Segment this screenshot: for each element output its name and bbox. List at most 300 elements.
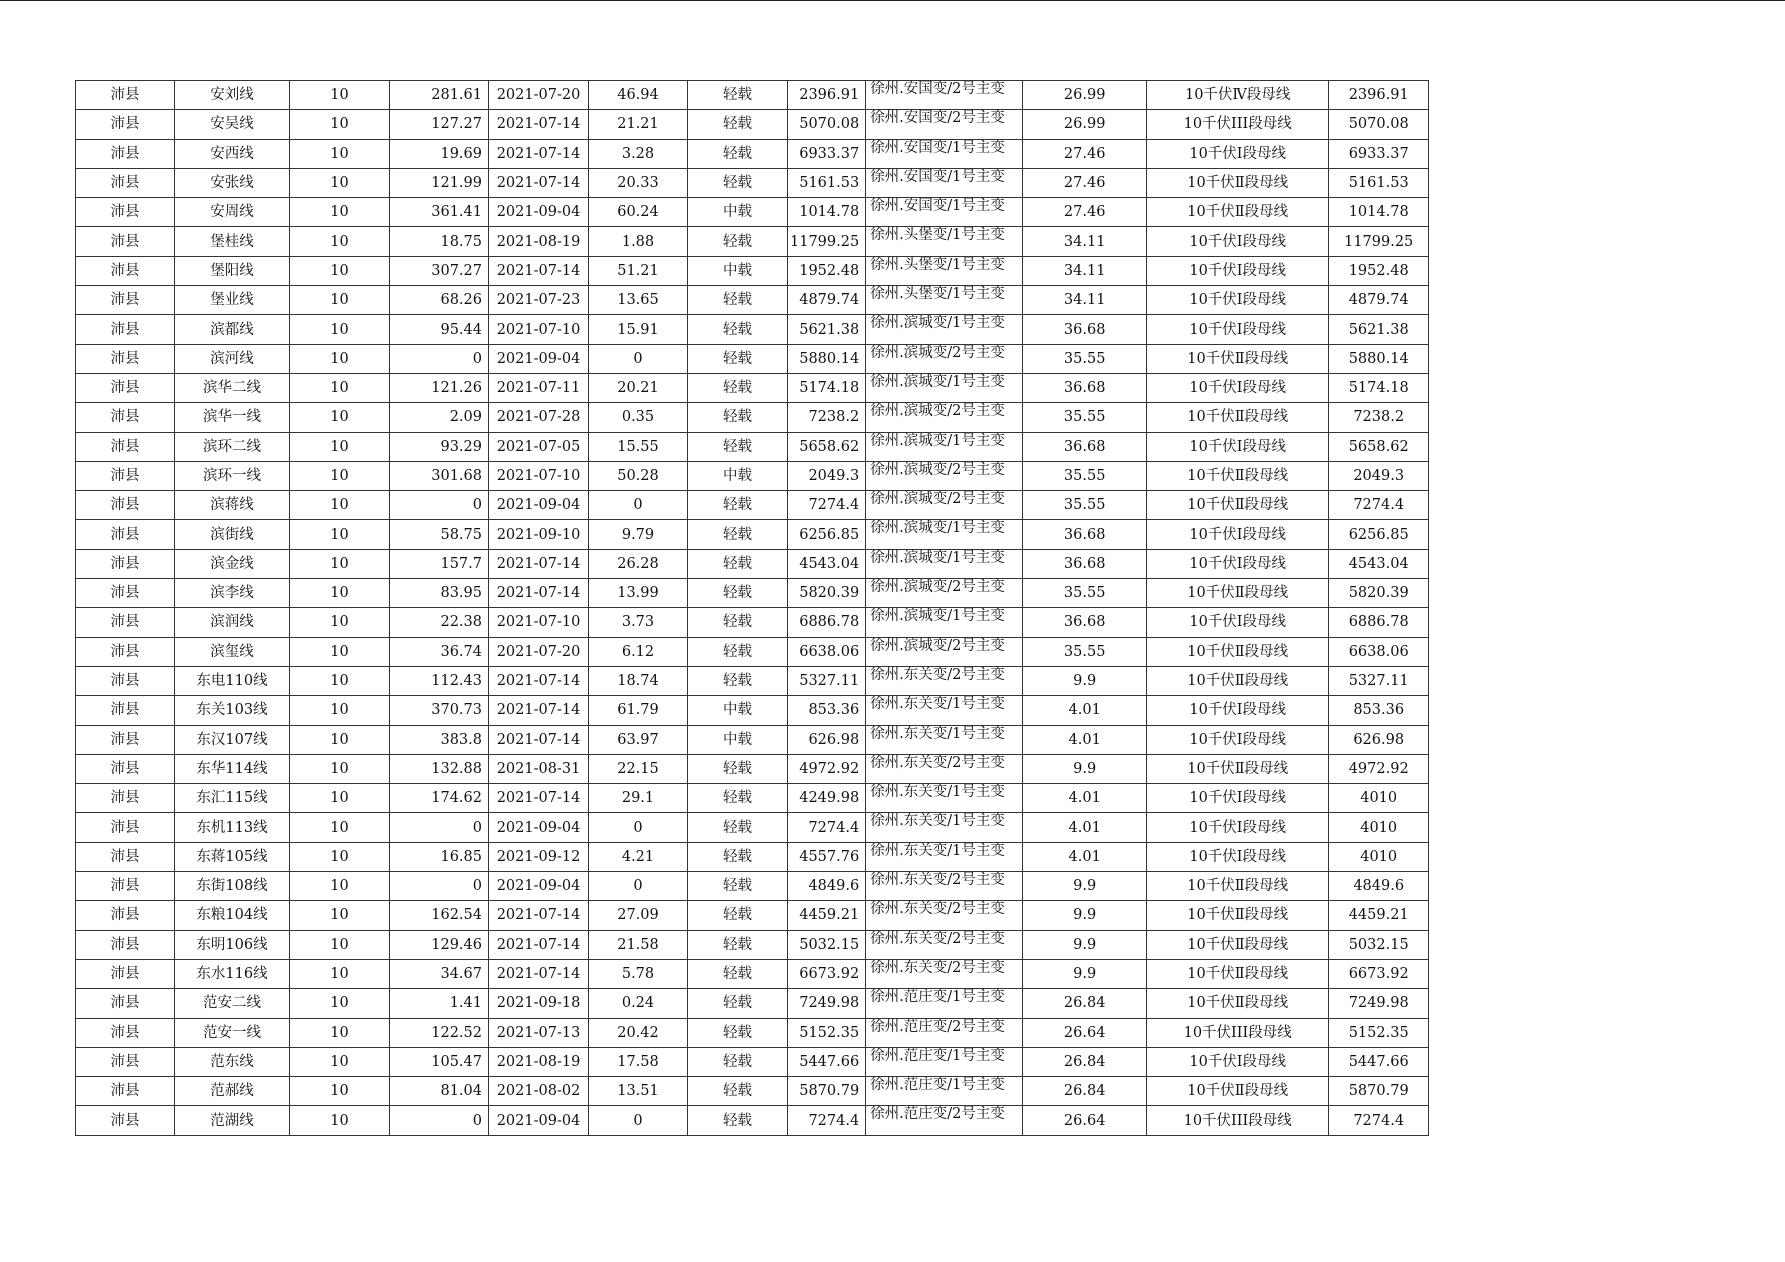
cell-load-status: 轻载	[688, 637, 788, 666]
cell-voltage: 10	[290, 842, 390, 871]
cell-load-status: 轻载	[688, 227, 788, 256]
cell-busbar: 10千伏Ⅰ段母线	[1147, 842, 1329, 871]
cell-date: 2021-07-13	[489, 1018, 589, 1047]
cell-current: 370.73	[390, 696, 489, 725]
cell-busbar: 10千伏Ⅰ段母线	[1147, 139, 1329, 168]
cell-load-rate: 13.65	[589, 286, 688, 315]
cell-current: 1.41	[390, 989, 489, 1018]
cell-line-name: 东粮104线	[175, 901, 290, 930]
cell-substation: 徐州.滨城变/1号主变	[866, 373, 1023, 402]
cell-load-status: 轻载	[688, 842, 788, 871]
cell-load-status: 中载	[688, 696, 788, 725]
cell-load-rate: 0	[589, 813, 688, 842]
table-row	[76, 520, 1429, 549]
cell-date: 2021-07-28	[489, 403, 589, 432]
cell-line-name: 范东线	[175, 1047, 290, 1076]
table-row	[76, 344, 1429, 373]
cell-transformer-load-rate: 34.11	[1023, 286, 1147, 315]
cell-current: 121.99	[390, 168, 489, 197]
cell-available-capacity: 7274.4	[788, 813, 866, 842]
cell-available-capacity: 7274.4	[788, 1106, 866, 1135]
cell-load-rate: 6.12	[589, 637, 688, 666]
cell-voltage: 10	[290, 666, 390, 695]
cell-busbar: 10千伏Ⅱ段母线	[1147, 666, 1329, 695]
cell-county: 沛县	[76, 754, 175, 783]
cell-date: 2021-07-14	[489, 930, 589, 959]
cell-transformer-load-rate: 4.01	[1023, 696, 1147, 725]
cell-voltage: 10	[290, 491, 390, 520]
cell-substation: 徐州.东关变/1号主变	[866, 696, 1023, 725]
cell-busbar: 10千伏Ⅱ段母线	[1147, 1077, 1329, 1106]
cell-current: 281.61	[390, 81, 489, 110]
cell-line-name: 东华114线	[175, 754, 290, 783]
cell-substation: 徐州.安国变/1号主变	[866, 168, 1023, 197]
cell-available-capacity: 11799.25	[788, 227, 866, 256]
cell-available-capacity: 4543.04	[788, 549, 866, 578]
cell-line-name: 安张线	[175, 168, 290, 197]
cell-current: 0	[390, 491, 489, 520]
cell-load-rate: 15.91	[589, 315, 688, 344]
cell-load-status: 轻载	[688, 286, 788, 315]
cell-capacity: 6673.92	[1329, 959, 1429, 988]
cell-voltage: 10	[290, 579, 390, 608]
cell-substation: 徐州.滨城变/1号主变	[866, 315, 1023, 344]
cell-capacity: 6256.85	[1329, 520, 1429, 549]
cell-current: 132.88	[390, 754, 489, 783]
table-row	[76, 872, 1429, 901]
cell-current: 361.41	[390, 198, 489, 227]
cell-busbar: 10千伏Ⅳ段母线	[1147, 81, 1329, 110]
cell-current: 58.75	[390, 520, 489, 549]
cell-busbar: 10千伏Ⅰ段母线	[1147, 784, 1329, 813]
table-row	[76, 1047, 1429, 1076]
cell-current: 129.46	[390, 930, 489, 959]
cell-load-status: 中载	[688, 198, 788, 227]
table-row	[76, 842, 1429, 871]
cell-load-rate: 1.88	[589, 227, 688, 256]
cell-capacity: 5070.08	[1329, 110, 1429, 139]
cell-load-rate: 21.58	[589, 930, 688, 959]
cell-county: 沛县	[76, 842, 175, 871]
cell-county: 沛县	[76, 901, 175, 930]
cell-load-rate: 27.09	[589, 901, 688, 930]
cell-substation: 徐州.滨城变/1号主变	[866, 549, 1023, 578]
cell-transformer-load-rate: 36.68	[1023, 432, 1147, 461]
cell-voltage: 10	[290, 989, 390, 1018]
cell-load-rate: 20.33	[589, 168, 688, 197]
cell-load-status: 轻载	[688, 432, 788, 461]
cell-load-rate: 51.21	[589, 256, 688, 285]
cell-date: 2021-07-14	[489, 579, 589, 608]
cell-substation: 徐州.安国变/1号主变	[866, 198, 1023, 227]
cell-load-status: 轻载	[688, 959, 788, 988]
cell-available-capacity: 7249.98	[788, 989, 866, 1018]
cell-load-rate: 4.21	[589, 842, 688, 871]
cell-date: 2021-07-10	[489, 608, 589, 637]
cell-load-rate: 0	[589, 872, 688, 901]
cell-current: 174.62	[390, 784, 489, 813]
cell-available-capacity: 5820.39	[788, 579, 866, 608]
cell-capacity: 6638.06	[1329, 637, 1429, 666]
cell-transformer-load-rate: 36.68	[1023, 608, 1147, 637]
cell-transformer-load-rate: 36.68	[1023, 373, 1147, 402]
cell-line-name: 范湖线	[175, 1106, 290, 1135]
cell-date: 2021-09-10	[489, 520, 589, 549]
cell-voltage: 10	[290, 315, 390, 344]
cell-load-status: 轻载	[688, 930, 788, 959]
cell-substation: 徐州.滨城变/1号主变	[866, 432, 1023, 461]
cell-available-capacity: 7238.2	[788, 403, 866, 432]
cell-available-capacity: 5880.14	[788, 344, 866, 373]
cell-voltage: 10	[290, 637, 390, 666]
table-row	[76, 315, 1429, 344]
cell-available-capacity: 6638.06	[788, 637, 866, 666]
cell-available-capacity: 5621.38	[788, 315, 866, 344]
cell-load-status: 轻载	[688, 520, 788, 549]
cell-available-capacity: 5174.18	[788, 373, 866, 402]
cell-available-capacity: 1014.78	[788, 198, 866, 227]
cell-load-status: 轻载	[688, 579, 788, 608]
cell-substation: 徐州.安国变/2号主变	[866, 110, 1023, 139]
cell-county: 沛县	[76, 608, 175, 637]
cell-date: 2021-07-10	[489, 461, 589, 490]
cell-county: 沛县	[76, 989, 175, 1018]
cell-date: 2021-07-14	[489, 256, 589, 285]
cell-transformer-load-rate: 27.46	[1023, 198, 1147, 227]
table-body	[76, 81, 1429, 1136]
page-top-rule	[0, 0, 1785, 1]
cell-load-status: 轻载	[688, 315, 788, 344]
cell-county: 沛县	[76, 256, 175, 285]
cell-capacity: 7274.4	[1329, 1106, 1429, 1135]
cell-transformer-load-rate: 26.99	[1023, 81, 1147, 110]
cell-date: 2021-09-12	[489, 842, 589, 871]
cell-capacity: 626.98	[1329, 725, 1429, 754]
cell-voltage: 10	[290, 872, 390, 901]
cell-substation: 徐州.东关变/2号主变	[866, 959, 1023, 988]
cell-current: 383.8	[390, 725, 489, 754]
table-row	[76, 81, 1429, 110]
cell-voltage: 10	[290, 461, 390, 490]
cell-line-name: 东关103线	[175, 696, 290, 725]
table-row	[76, 608, 1429, 637]
cell-current: 68.26	[390, 286, 489, 315]
cell-line-name: 堡阳线	[175, 256, 290, 285]
cell-current: 301.68	[390, 461, 489, 490]
cell-available-capacity: 4849.6	[788, 872, 866, 901]
cell-busbar: 10千伏III段母线	[1147, 110, 1329, 139]
cell-transformer-load-rate: 9.9	[1023, 930, 1147, 959]
cell-current: 0	[390, 813, 489, 842]
cell-busbar: 10千伏Ⅰ段母线	[1147, 1047, 1329, 1076]
cell-load-status: 轻载	[688, 608, 788, 637]
cell-county: 沛县	[76, 168, 175, 197]
cell-voltage: 10	[290, 784, 390, 813]
table-row	[76, 403, 1429, 432]
cell-busbar: 10千伏Ⅰ段母线	[1147, 256, 1329, 285]
cell-current: 0	[390, 1106, 489, 1135]
cell-load-rate: 0.24	[589, 989, 688, 1018]
cell-voltage: 10	[290, 344, 390, 373]
table-row	[76, 813, 1429, 842]
cell-current: 127.27	[390, 110, 489, 139]
cell-date: 2021-09-18	[489, 989, 589, 1018]
cell-transformer-load-rate: 36.68	[1023, 315, 1147, 344]
cell-transformer-load-rate: 9.9	[1023, 754, 1147, 783]
cell-capacity: 1014.78	[1329, 198, 1429, 227]
cell-line-name: 滨玺线	[175, 637, 290, 666]
cell-capacity: 5621.38	[1329, 315, 1429, 344]
cell-line-name: 滨环一线	[175, 461, 290, 490]
cell-load-status: 轻载	[688, 901, 788, 930]
table-row	[76, 491, 1429, 520]
cell-available-capacity: 4249.98	[788, 784, 866, 813]
cell-county: 沛县	[76, 725, 175, 754]
cell-transformer-load-rate: 26.99	[1023, 110, 1147, 139]
cell-transformer-load-rate: 9.9	[1023, 959, 1147, 988]
cell-date: 2021-07-14	[489, 901, 589, 930]
cell-voltage: 10	[290, 227, 390, 256]
cell-available-capacity: 5032.15	[788, 930, 866, 959]
cell-load-rate: 0.35	[589, 403, 688, 432]
cell-capacity: 5032.15	[1329, 930, 1429, 959]
cell-date: 2021-07-11	[489, 373, 589, 402]
cell-load-status: 轻载	[688, 989, 788, 1018]
cell-capacity: 4879.74	[1329, 286, 1429, 315]
cell-busbar: 10千伏Ⅱ段母线	[1147, 754, 1329, 783]
cell-date: 2021-07-14	[489, 549, 589, 578]
cell-transformer-load-rate: 9.9	[1023, 872, 1147, 901]
cell-line-name: 滨华一线	[175, 403, 290, 432]
cell-capacity: 5658.62	[1329, 432, 1429, 461]
cell-available-capacity: 6886.78	[788, 608, 866, 637]
cell-current: 83.95	[390, 579, 489, 608]
cell-transformer-load-rate: 26.64	[1023, 1106, 1147, 1135]
cell-busbar: 10千伏Ⅱ段母线	[1147, 579, 1329, 608]
cell-county: 沛县	[76, 930, 175, 959]
cell-substation: 徐州.范庄变/2号主变	[866, 1018, 1023, 1047]
cell-busbar: 10千伏Ⅱ段母线	[1147, 403, 1329, 432]
cell-line-name: 滨都线	[175, 315, 290, 344]
cell-date: 2021-07-14	[489, 666, 589, 695]
cell-transformer-load-rate: 35.55	[1023, 637, 1147, 666]
cell-load-status: 轻载	[688, 1106, 788, 1135]
cell-busbar: 10千伏Ⅰ段母线	[1147, 520, 1329, 549]
cell-transformer-load-rate: 35.55	[1023, 461, 1147, 490]
cell-transformer-load-rate: 35.55	[1023, 344, 1147, 373]
cell-current: 93.29	[390, 432, 489, 461]
cell-load-rate: 9.79	[589, 520, 688, 549]
cell-available-capacity: 5327.11	[788, 666, 866, 695]
cell-transformer-load-rate: 35.55	[1023, 491, 1147, 520]
cell-load-rate: 0	[589, 491, 688, 520]
data-table	[75, 80, 1429, 1136]
cell-load-rate: 0	[589, 344, 688, 373]
cell-available-capacity: 1952.48	[788, 256, 866, 285]
cell-county: 沛县	[76, 461, 175, 490]
cell-line-name: 安刘线	[175, 81, 290, 110]
cell-county: 沛县	[76, 784, 175, 813]
cell-load-status: 中载	[688, 461, 788, 490]
cell-busbar: 10千伏Ⅱ段母线	[1147, 491, 1329, 520]
cell-date: 2021-07-14	[489, 168, 589, 197]
cell-available-capacity: 6673.92	[788, 959, 866, 988]
cell-county: 沛县	[76, 959, 175, 988]
cell-county: 沛县	[76, 1077, 175, 1106]
cell-current: 157.7	[390, 549, 489, 578]
cell-current: 105.47	[390, 1047, 489, 1076]
cell-available-capacity: 5161.53	[788, 168, 866, 197]
cell-substation: 徐州.滨城变/2号主变	[866, 461, 1023, 490]
cell-load-rate: 61.79	[589, 696, 688, 725]
cell-current: 36.74	[390, 637, 489, 666]
cell-load-status: 轻载	[688, 754, 788, 783]
cell-busbar: 10千伏Ⅱ段母线	[1147, 168, 1329, 197]
cell-county: 沛县	[76, 286, 175, 315]
cell-voltage: 10	[290, 930, 390, 959]
cell-county: 沛县	[76, 666, 175, 695]
cell-substation: 徐州.东关变/2号主变	[866, 930, 1023, 959]
cell-county: 沛县	[76, 1106, 175, 1135]
cell-date: 2021-08-19	[489, 227, 589, 256]
cell-capacity: 5880.14	[1329, 344, 1429, 373]
cell-busbar: 10千伏III段母线	[1147, 1106, 1329, 1135]
cell-county: 沛县	[76, 373, 175, 402]
cell-load-rate: 13.99	[589, 579, 688, 608]
cell-substation: 徐州.东关变/2号主变	[866, 754, 1023, 783]
cell-transformer-load-rate: 26.64	[1023, 1018, 1147, 1047]
cell-voltage: 10	[290, 1047, 390, 1076]
cell-busbar: 10千伏Ⅰ段母线	[1147, 608, 1329, 637]
cell-line-name: 范郝线	[175, 1077, 290, 1106]
cell-load-rate: 26.28	[589, 549, 688, 578]
cell-capacity: 7238.2	[1329, 403, 1429, 432]
cell-capacity: 6886.78	[1329, 608, 1429, 637]
cell-capacity: 4543.04	[1329, 549, 1429, 578]
cell-substation: 徐州.范庄变/1号主变	[866, 1077, 1023, 1106]
cell-transformer-load-rate: 26.84	[1023, 1077, 1147, 1106]
cell-date: 2021-08-02	[489, 1077, 589, 1106]
cell-load-rate: 0	[589, 1106, 688, 1135]
cell-substation: 徐州.滨城变/2号主变	[866, 579, 1023, 608]
cell-transformer-load-rate: 4.01	[1023, 725, 1147, 754]
cell-county: 沛县	[76, 872, 175, 901]
cell-line-name: 滨金线	[175, 549, 290, 578]
cell-transformer-load-rate: 34.11	[1023, 227, 1147, 256]
cell-line-name: 范安一线	[175, 1018, 290, 1047]
cell-load-rate: 50.28	[589, 461, 688, 490]
cell-date: 2021-09-04	[489, 813, 589, 842]
cell-substation: 徐州.头堡变/1号主变	[866, 227, 1023, 256]
cell-available-capacity: 626.98	[788, 725, 866, 754]
cell-busbar: 10千伏Ⅰ段母线	[1147, 286, 1329, 315]
cell-available-capacity: 5870.79	[788, 1077, 866, 1106]
cell-available-capacity: 5152.35	[788, 1018, 866, 1047]
cell-busbar: 10千伏Ⅰ段母线	[1147, 813, 1329, 842]
cell-voltage: 10	[290, 403, 390, 432]
cell-capacity: 5161.53	[1329, 168, 1429, 197]
table-row	[76, 666, 1429, 695]
cell-capacity: 7274.4	[1329, 491, 1429, 520]
cell-date: 2021-09-04	[489, 872, 589, 901]
table-row	[76, 930, 1429, 959]
cell-available-capacity: 5658.62	[788, 432, 866, 461]
cell-voltage: 10	[290, 256, 390, 285]
cell-date: 2021-07-20	[489, 81, 589, 110]
cell-current: 0	[390, 872, 489, 901]
cell-transformer-load-rate: 34.11	[1023, 256, 1147, 285]
cell-load-rate: 60.24	[589, 198, 688, 227]
cell-current: 162.54	[390, 901, 489, 930]
cell-date: 2021-07-14	[489, 784, 589, 813]
cell-date: 2021-09-04	[489, 198, 589, 227]
cell-county: 沛县	[76, 110, 175, 139]
cell-load-status: 轻载	[688, 344, 788, 373]
cell-busbar: 10千伏Ⅱ段母线	[1147, 959, 1329, 988]
cell-county: 沛县	[76, 520, 175, 549]
cell-load-rate: 13.51	[589, 1077, 688, 1106]
cell-voltage: 10	[290, 725, 390, 754]
cell-load-rate: 18.74	[589, 666, 688, 695]
cell-substation: 徐州.滨城变/2号主变	[866, 491, 1023, 520]
cell-transformer-load-rate: 9.9	[1023, 901, 1147, 930]
cell-date: 2021-07-14	[489, 959, 589, 988]
cell-current: 22.38	[390, 608, 489, 637]
cell-load-rate: 17.58	[589, 1047, 688, 1076]
cell-county: 沛县	[76, 227, 175, 256]
cell-line-name: 范安二线	[175, 989, 290, 1018]
cell-load-status: 中载	[688, 256, 788, 285]
cell-voltage: 10	[290, 520, 390, 549]
cell-county: 沛县	[76, 491, 175, 520]
cell-busbar: 10千伏Ⅱ段母线	[1147, 637, 1329, 666]
cell-transformer-load-rate: 36.68	[1023, 520, 1147, 549]
cell-county: 沛县	[76, 432, 175, 461]
cell-voltage: 10	[290, 813, 390, 842]
cell-substation: 徐州.滨城变/2号主变	[866, 344, 1023, 373]
cell-busbar: 10千伏Ⅰ段母线	[1147, 315, 1329, 344]
cell-busbar: 10千伏Ⅰ段母线	[1147, 696, 1329, 725]
cell-capacity: 4010	[1329, 813, 1429, 842]
cell-capacity: 5327.11	[1329, 666, 1429, 695]
cell-line-name: 滨环二线	[175, 432, 290, 461]
cell-voltage: 10	[290, 901, 390, 930]
cell-capacity: 2396.91	[1329, 81, 1429, 110]
cell-capacity: 11799.25	[1329, 227, 1429, 256]
cell-line-name: 安吴线	[175, 110, 290, 139]
cell-load-rate: 29.1	[589, 784, 688, 813]
cell-line-name: 东水116线	[175, 959, 290, 988]
cell-load-rate: 46.94	[589, 81, 688, 110]
cell-line-name: 滨润线	[175, 608, 290, 637]
cell-transformer-load-rate: 35.55	[1023, 579, 1147, 608]
cell-load-rate: 63.97	[589, 725, 688, 754]
cell-county: 沛县	[76, 315, 175, 344]
cell-substation: 徐州.头堡变/1号主变	[866, 256, 1023, 285]
cell-voltage: 10	[290, 198, 390, 227]
cell-date: 2021-08-19	[489, 1047, 589, 1076]
cell-voltage: 10	[290, 81, 390, 110]
cell-load-status: 轻载	[688, 813, 788, 842]
cell-busbar: 10千伏Ⅱ段母线	[1147, 198, 1329, 227]
cell-date: 2021-09-04	[489, 344, 589, 373]
cell-capacity: 5447.66	[1329, 1047, 1429, 1076]
table-row	[76, 901, 1429, 930]
cell-current: 81.04	[390, 1077, 489, 1106]
table-row	[76, 1106, 1429, 1135]
cell-date: 2021-07-05	[489, 432, 589, 461]
cell-county: 沛县	[76, 139, 175, 168]
